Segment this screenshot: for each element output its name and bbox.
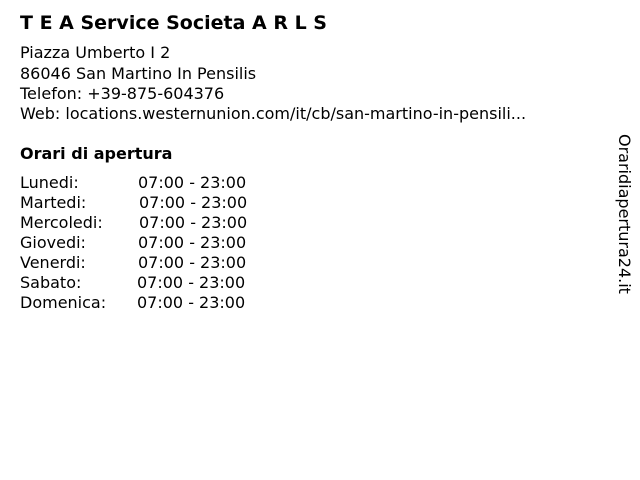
hours-time: 07:00 - 23:00 (137, 293, 246, 312)
hours-day: Sabato: (20, 273, 82, 292)
hours-row-lunedi (20, 173, 280, 193)
hours-time: 07:00 - 23:00 (137, 273, 246, 292)
hours-row-giovedi (20, 233, 280, 253)
hours-row-mercoledi (20, 213, 280, 233)
hours-time: 07:00 - 23:00 (138, 173, 247, 192)
hours-time: 07:00 - 23:00 (139, 213, 248, 232)
opening-hours-heading: Orari di apertura (20, 144, 173, 163)
hours-row-sabato (20, 273, 280, 293)
web-label: Web: (20, 104, 61, 123)
hours-day: Lunedi: (20, 173, 79, 192)
web-line (20, 104, 526, 124)
hours-time: 07:00 - 23:00 (139, 193, 248, 212)
web-link[interactable]: locations.westernunion.com/it/cb/san-martino-in-pensili... (65, 104, 527, 123)
address-street: Piazza Umberto I 2 (20, 43, 171, 62)
hours-row-venerdi (20, 253, 280, 273)
hours-time: 07:00 - 23:00 (138, 253, 247, 272)
address-city: 86046 San Martino In Pensilis (20, 64, 257, 83)
hours-day: Domenica: (20, 293, 107, 312)
business-name: T E A Service Societa A R L S (20, 12, 327, 34)
phone-label: Telefon: (20, 84, 83, 103)
phone-line (20, 84, 224, 104)
hours-row-martedi (20, 193, 280, 213)
hours-day: Venerdi: (20, 253, 86, 272)
site-watermark: Oraridiapertura24.it (615, 134, 634, 294)
hours-row-domenica (20, 293, 280, 313)
hours-day: Martedi: (20, 193, 87, 212)
hours-day: Mercoledi: (20, 213, 103, 232)
hours-time: 07:00 - 23:00 (138, 233, 247, 252)
opening-hours-table (20, 173, 280, 313)
phone-number[interactable]: +39-875-604376 (87, 84, 225, 103)
hours-day: Giovedi: (20, 233, 86, 252)
